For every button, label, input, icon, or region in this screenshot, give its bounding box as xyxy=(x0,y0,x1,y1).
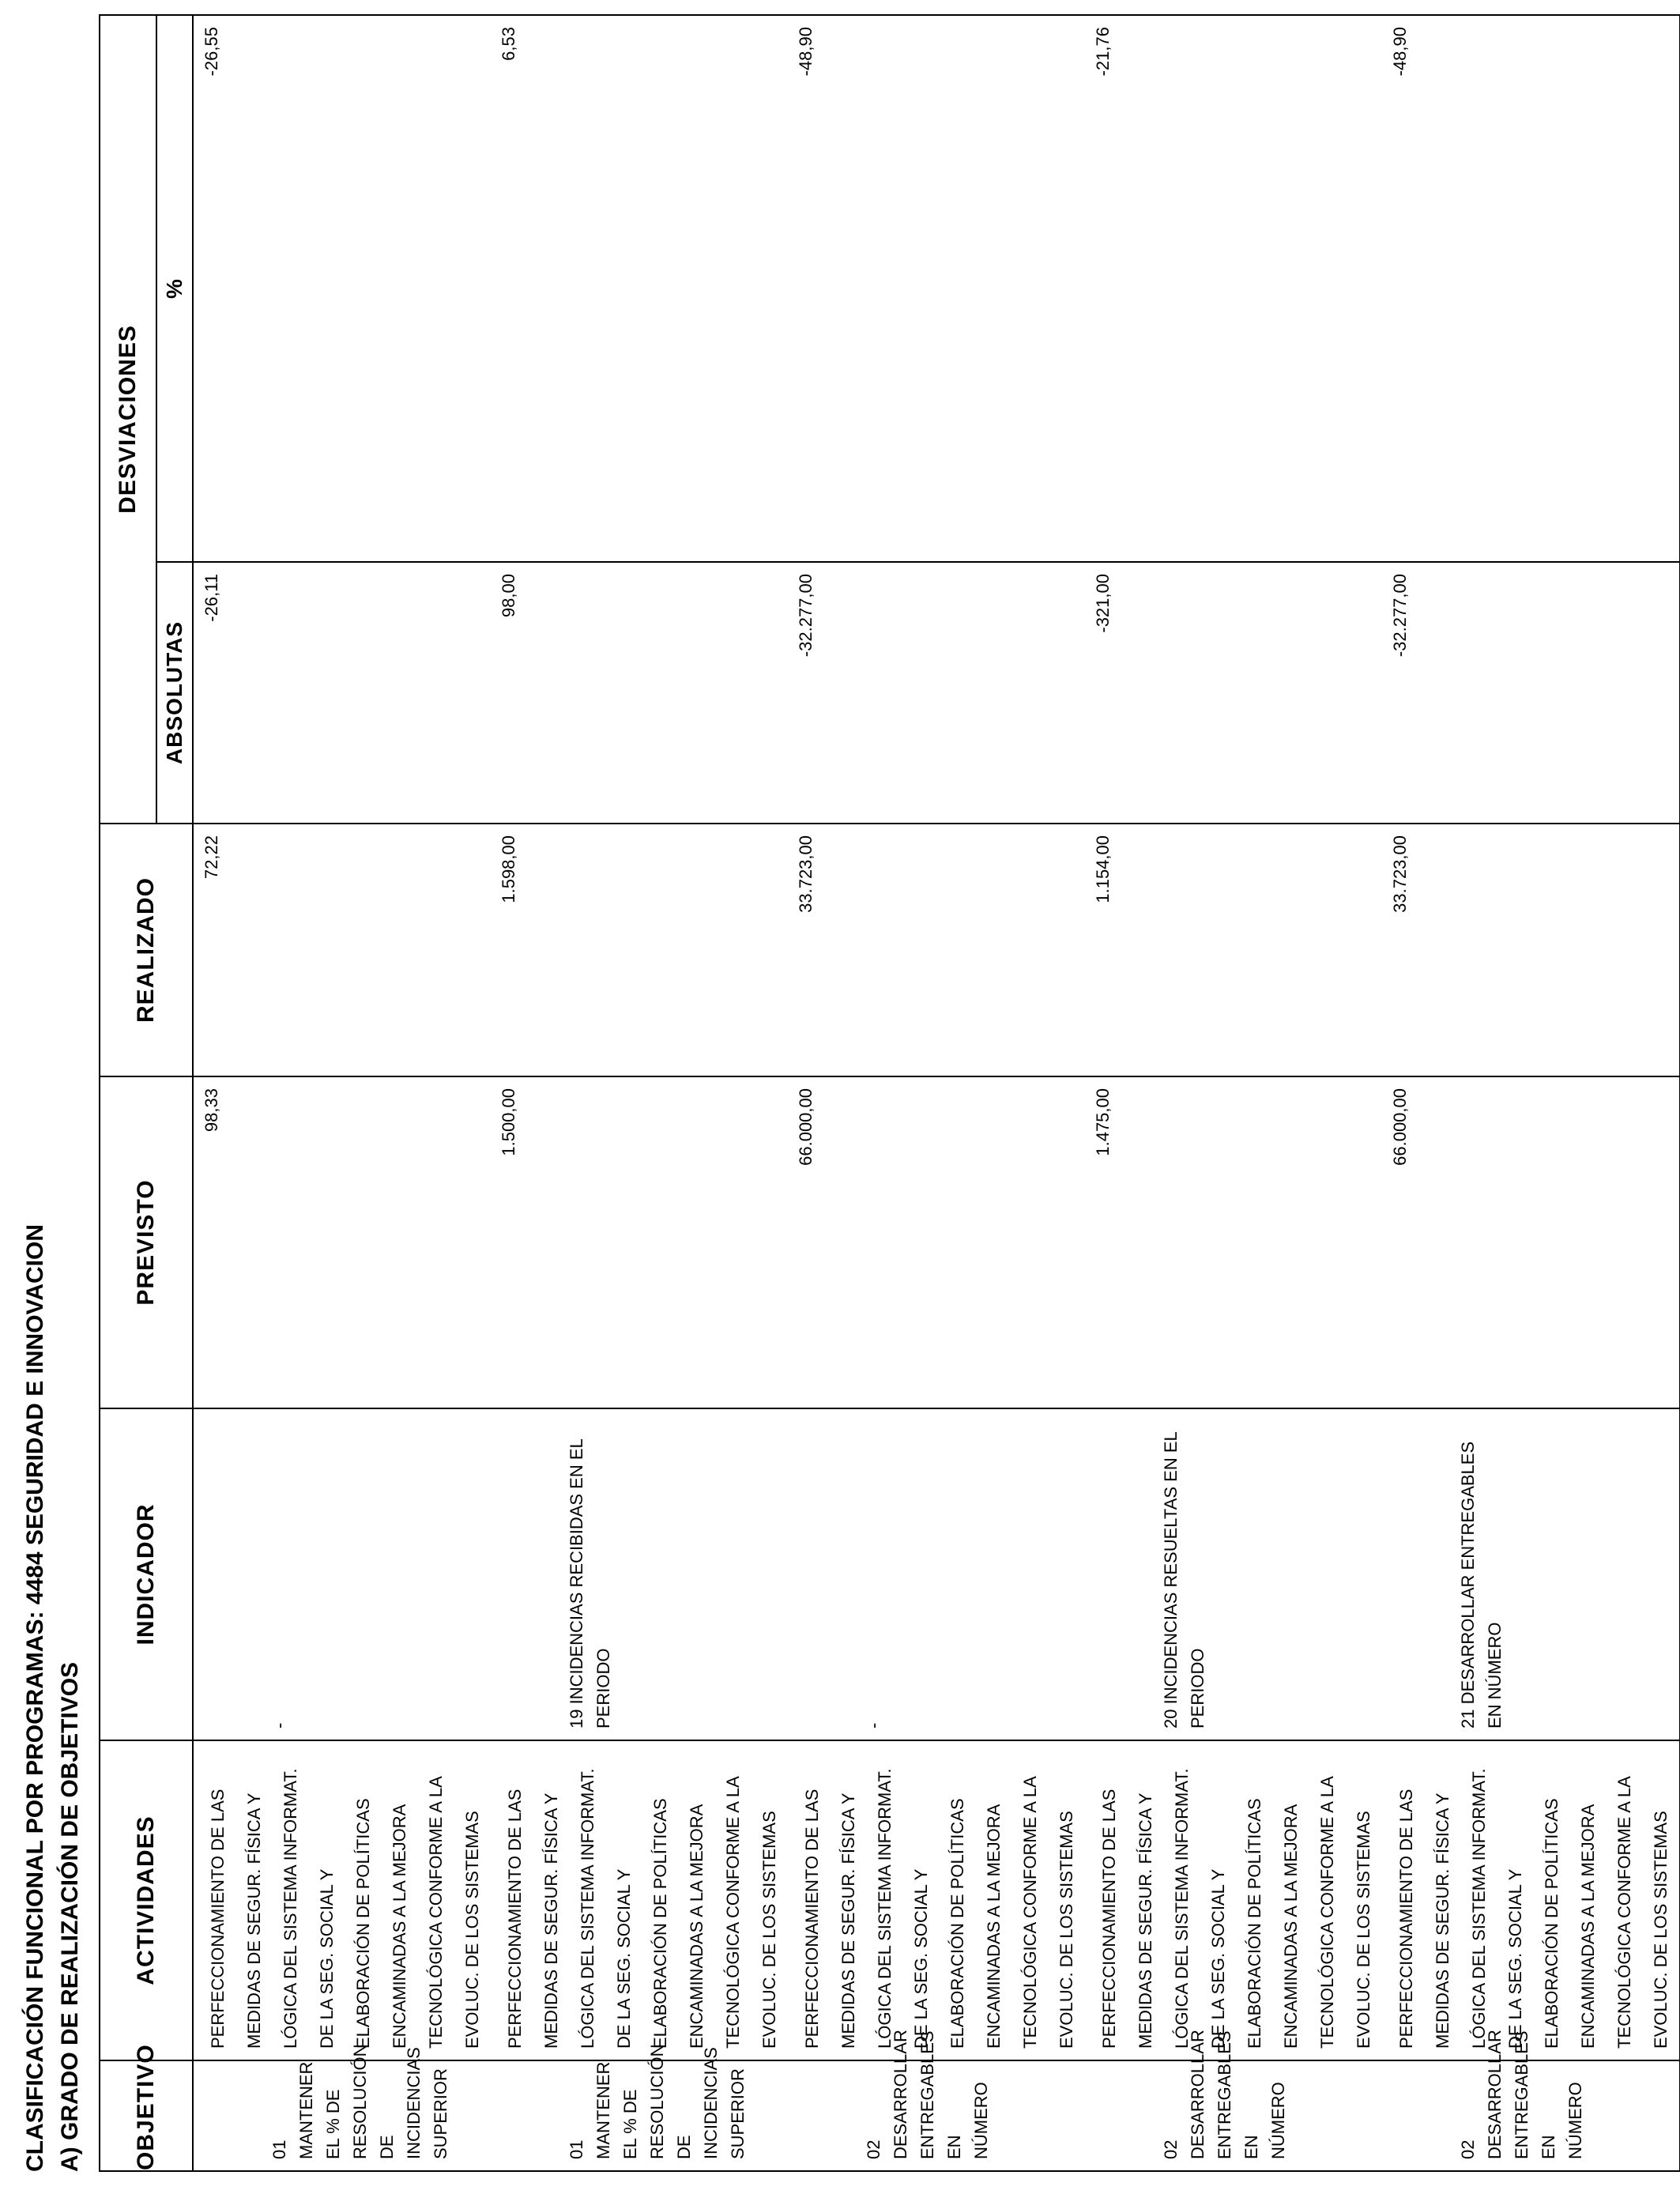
realizado-cell: 72,22 xyxy=(193,824,491,1076)
previsto-cell: 66.000,00 xyxy=(1382,1076,1680,1408)
indicador-cell: 19 INCIDENCIAS RECIBIDAS EN EL PERIODO xyxy=(491,1408,788,1740)
header-realizado: REALIZADO xyxy=(100,824,193,1076)
porcentaje-cell: -48,90 xyxy=(788,15,1085,562)
actividades-cell: PERFECCIONAMIENTO DE LAS MEDIDAS DE SEGUR. FÍSICA Y LÓGICA DEL SISTEMA INFORMAT. DE LA SEG. SOCIAL Y ELABORACIÓN DE POLÍTICAS ENCAMINADAS A LA MEJORA TECNOLÓGICA CONFORME A LA EVOLUC. DE LOS SISTEMAS xyxy=(788,1740,1085,2060)
realizado-cell: 1.154,00 xyxy=(1085,824,1382,1076)
indicador-cell: 20 INCIDENCIAS RESUELTAS EN EL PERIODO xyxy=(1085,1408,1382,1740)
header-desviaciones: DESVIACIONES xyxy=(100,15,156,824)
objetivo-cell: 01 MANTENER EL % DE RESOLUCIÓN DE INCIDENCIAS SUPERIOR xyxy=(193,2060,491,2171)
page-title: CLASIFICACIÓN FUNCIONAL POR PROGRAMAS: 4484 SEGURIDAD E INNOVACION xyxy=(22,1224,48,2172)
header-indicador: INDICADOR xyxy=(100,1408,193,1740)
actividades-cell: PERFECCIONAMIENTO DE LAS MEDIDAS DE SEGUR. FÍSICA Y LÓGICA DEL SISTEMA INFORMAT. DE LA SEG. SOCIAL Y ELABORACIÓN DE POLÍTICAS ENCAMINADAS A LA MEJORA TECNOLÓGICA CONFORME A LA EVOLUC. DE LOS SISTEMAS xyxy=(491,1740,788,2060)
absolutas-cell: -26,11 xyxy=(193,562,491,824)
absolutas-cell: 98,00 xyxy=(491,562,788,824)
objetivo-cell: 02 DESARROLLAR ENTREGABLES EN NÚMERO xyxy=(1382,2060,1680,2171)
porcentaje-cell: -48,90 xyxy=(1382,15,1680,562)
objetivo-cell: 01 MANTENER EL % DE RESOLUCIÓN DE INCIDENCIAS SUPERIOR xyxy=(491,2060,788,2171)
table-row xyxy=(1085,15,1382,2171)
indicador-cell: 21 DESARROLLAR ENTREGABLES EN NÚMERO xyxy=(1382,1408,1680,1740)
table-row xyxy=(788,15,1085,2171)
porcentaje-cell: -26,55 xyxy=(193,15,491,562)
previsto-cell: 1.475,00 xyxy=(1085,1076,1382,1408)
porcentaje-cell: 6,53 xyxy=(491,15,788,562)
table-row xyxy=(1382,15,1680,2171)
header-objetivo: OBJETIVO xyxy=(100,2060,193,2171)
actividades-cell: PERFECCIONAMIENTO DE LAS MEDIDAS DE SEGUR. FÍSICA Y LÓGICA DEL SISTEMA INFORMAT. DE LA SEG. SOCIAL Y ELABORACIÓN DE POLÍTICAS ENCAMINADAS A LA MEJORA TECNOLÓGICA CONFORME A LA EVOLUC. DE LOS SISTEMAS xyxy=(193,1740,491,2060)
actividades-cell: PERFECCIONAMIENTO DE LAS MEDIDAS DE SEGUR. FÍSICA Y LÓGICA DEL SISTEMA INFORMAT. DE LA SEG. SOCIAL Y ELABORACIÓN DE POLÍTICAS ENCAMINADAS A LA MEJORA TECNOLÓGICA CONFORME A LA EVOLUC. DE LOS SISTEMAS xyxy=(1382,1740,1680,2060)
indicador-cell: - xyxy=(193,1408,491,1740)
previsto-cell: 66.000,00 xyxy=(788,1076,1085,1408)
section-subtitle: A) GRADO DE REALIZACIÓN DE OBJETIVOS xyxy=(57,1661,83,2172)
table-row xyxy=(491,15,788,2171)
realizado-cell: 33.723,00 xyxy=(788,824,1085,1076)
indicador-cell: - xyxy=(788,1408,1085,1740)
objetivo-cell: 02 DESARROLLAR ENTREGABLES EN NÚMERO xyxy=(788,2060,1085,2171)
header-actividades: ACTIVIDADES xyxy=(100,1740,193,2060)
header-absolutas: ABSOLUTAS xyxy=(156,562,193,824)
absolutas-cell: -321,00 xyxy=(1085,562,1382,824)
realizado-cell: 33.723,00 xyxy=(1382,824,1680,1076)
previsto-cell: 1.500,00 xyxy=(491,1076,788,1408)
actividades-cell: PERFECCIONAMIENTO DE LAS MEDIDAS DE SEGUR. FÍSICA Y LÓGICA DEL SISTEMA INFORMAT. DE LA SEG. SOCIAL Y ELABORACIÓN DE POLÍTICAS ENCAMINADAS A LA MEJORA TECNOLÓGICA CONFORME A LA EVOLUC. DE LOS SISTEMAS xyxy=(1085,1740,1382,2060)
header-porcentaje: % xyxy=(156,15,193,562)
header-previsto: PREVISTO xyxy=(100,1076,193,1408)
table-row xyxy=(193,15,491,2171)
realizado-cell: 1.598,00 xyxy=(491,824,788,1076)
objetivo-cell: 02 DESARROLLAR ENTREGABLES EN NÚMERO xyxy=(1085,2060,1382,2171)
previsto-cell: 98,33 xyxy=(193,1076,491,1408)
porcentaje-cell: -21,76 xyxy=(1085,15,1382,562)
objectives-table xyxy=(99,14,1680,2172)
absolutas-cell: -32.277,00 xyxy=(788,562,1085,824)
absolutas-cell: -32.277,00 xyxy=(1382,562,1680,824)
